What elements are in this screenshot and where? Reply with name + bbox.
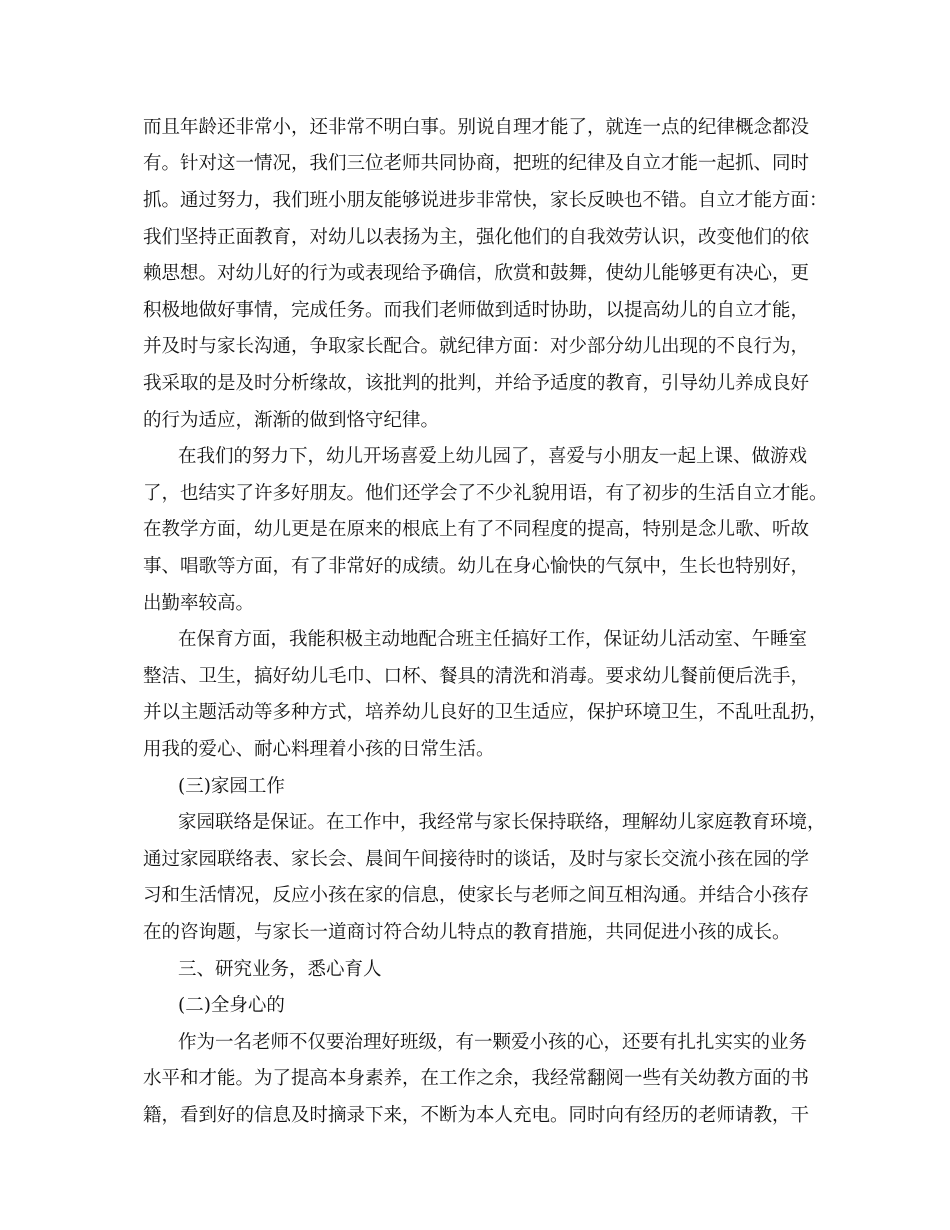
body-text-line: 了，也结实了许多好朋友。他们还学会了不少礼貌用语，有了初步的生活自立才能。 — [143, 483, 828, 504]
body-text-line: 积极地做好事情，完成任务。而我们老师做到适时协助，以提高幼儿的自立才能， — [143, 300, 810, 321]
body-text-line: 并及时与家长沟通，争取家长配合。就纪律方面：对少部分幼儿出现的不良行为， — [143, 336, 810, 357]
body-text-line: 并以主题活动等多种方式，培养幼儿良好的卫生适应，保护环境卫生，不乱吐乱扔， — [143, 702, 828, 723]
paragraph-first-line: 在我们的努力下，幼儿开场喜爱上幼儿园了，喜爱与小朋友一起上课、做游戏 — [178, 446, 808, 467]
body-text-line: 籍，看到好的信息及时摘录下来，不断为本人充电。同时向有经历的老师请教，干 — [143, 1105, 810, 1126]
body-text-line: 有。针对这一情况，我们三位老师共同协商，把班的纪律及自立才能一起抓、同时 — [143, 153, 810, 174]
section-heading: (二)全身心的 — [178, 995, 285, 1016]
body-text-line: 出勤率较高。 — [143, 593, 255, 614]
body-text-line: 赖思想。对幼儿好的行为或表现给予确信，欣赏和鼓舞，使幼儿能够更有决心，更 — [143, 263, 810, 284]
paragraph-first-line: 作为一名老师不仅要治理好班级，有一颗爱小孩的心，还要有扎扎实实的业务 — [178, 1032, 808, 1053]
body-text-line: 在教学方面，幼儿更是在原来的根底上有了不同程度的提高，特别是念儿歌、听故 — [143, 519, 810, 540]
body-text-line: 通过家园联络表、家长会、晨间午间接待时的谈话，及时与家长交流小孩在园的学 — [143, 849, 810, 870]
section-heading: 三、研究业务，悉心育人 — [178, 959, 382, 980]
body-text-line: 用我的爱心、耐心料理着小孩的日常生活。 — [143, 739, 495, 760]
body-text-line: 我采取的是及时分析缘故，该批判的批判，并给予适度的教育，引导幼儿养成良好 — [143, 373, 810, 394]
paragraph-first-line: 在保育方面，我能积极主动地配合班主任搞好工作，保证幼儿活动室、午睡室 — [178, 629, 808, 650]
section-heading: (三)家园工作 — [178, 776, 285, 797]
body-text-line: 水平和才能。为了提高本身素养，在工作之余，我经常翻阅一些有关幼教方面的书 — [143, 1068, 810, 1089]
body-text-line: 而且年龄还非常小，还非常不明白事。别说自理才能了，就连一点的纪律概念都没 — [143, 117, 810, 138]
paragraph-first-line: 家园联络是保证。在工作中，我经常与家长保持联络，理解幼儿家庭教育环境， — [178, 812, 826, 833]
body-text-line: 习和生活情况，反应小孩在家的信息，使家长与老师之间互相沟通。并结合小孩存 — [143, 885, 810, 906]
body-text-line: 抓。通过努力，我们班小朋友能够说进步非常快，家长反映也不错。自立才能方面： — [143, 190, 828, 211]
body-text-line: 在的咨询题，与家长一道商讨符合幼儿特点的教育措施，共同促进小孩的成长。 — [143, 922, 791, 943]
body-text-line: 整洁、卫生，搞好幼儿毛巾、口杯、餐具的清洗和消毒。要求幼儿餐前便后洗手， — [143, 666, 810, 687]
body-text-line: 我们坚持正面教育，对幼儿以表扬为主，强化他们的自我效劳认识，改变他们的依 — [143, 227, 810, 248]
body-text-line: 事、唱歌等方面，有了非常好的成绩。幼儿在身心愉快的气氛中，生长也特别好， — [143, 556, 810, 577]
body-text-line: 的行为适应，渐渐的做到恪守纪律。 — [143, 410, 440, 431]
